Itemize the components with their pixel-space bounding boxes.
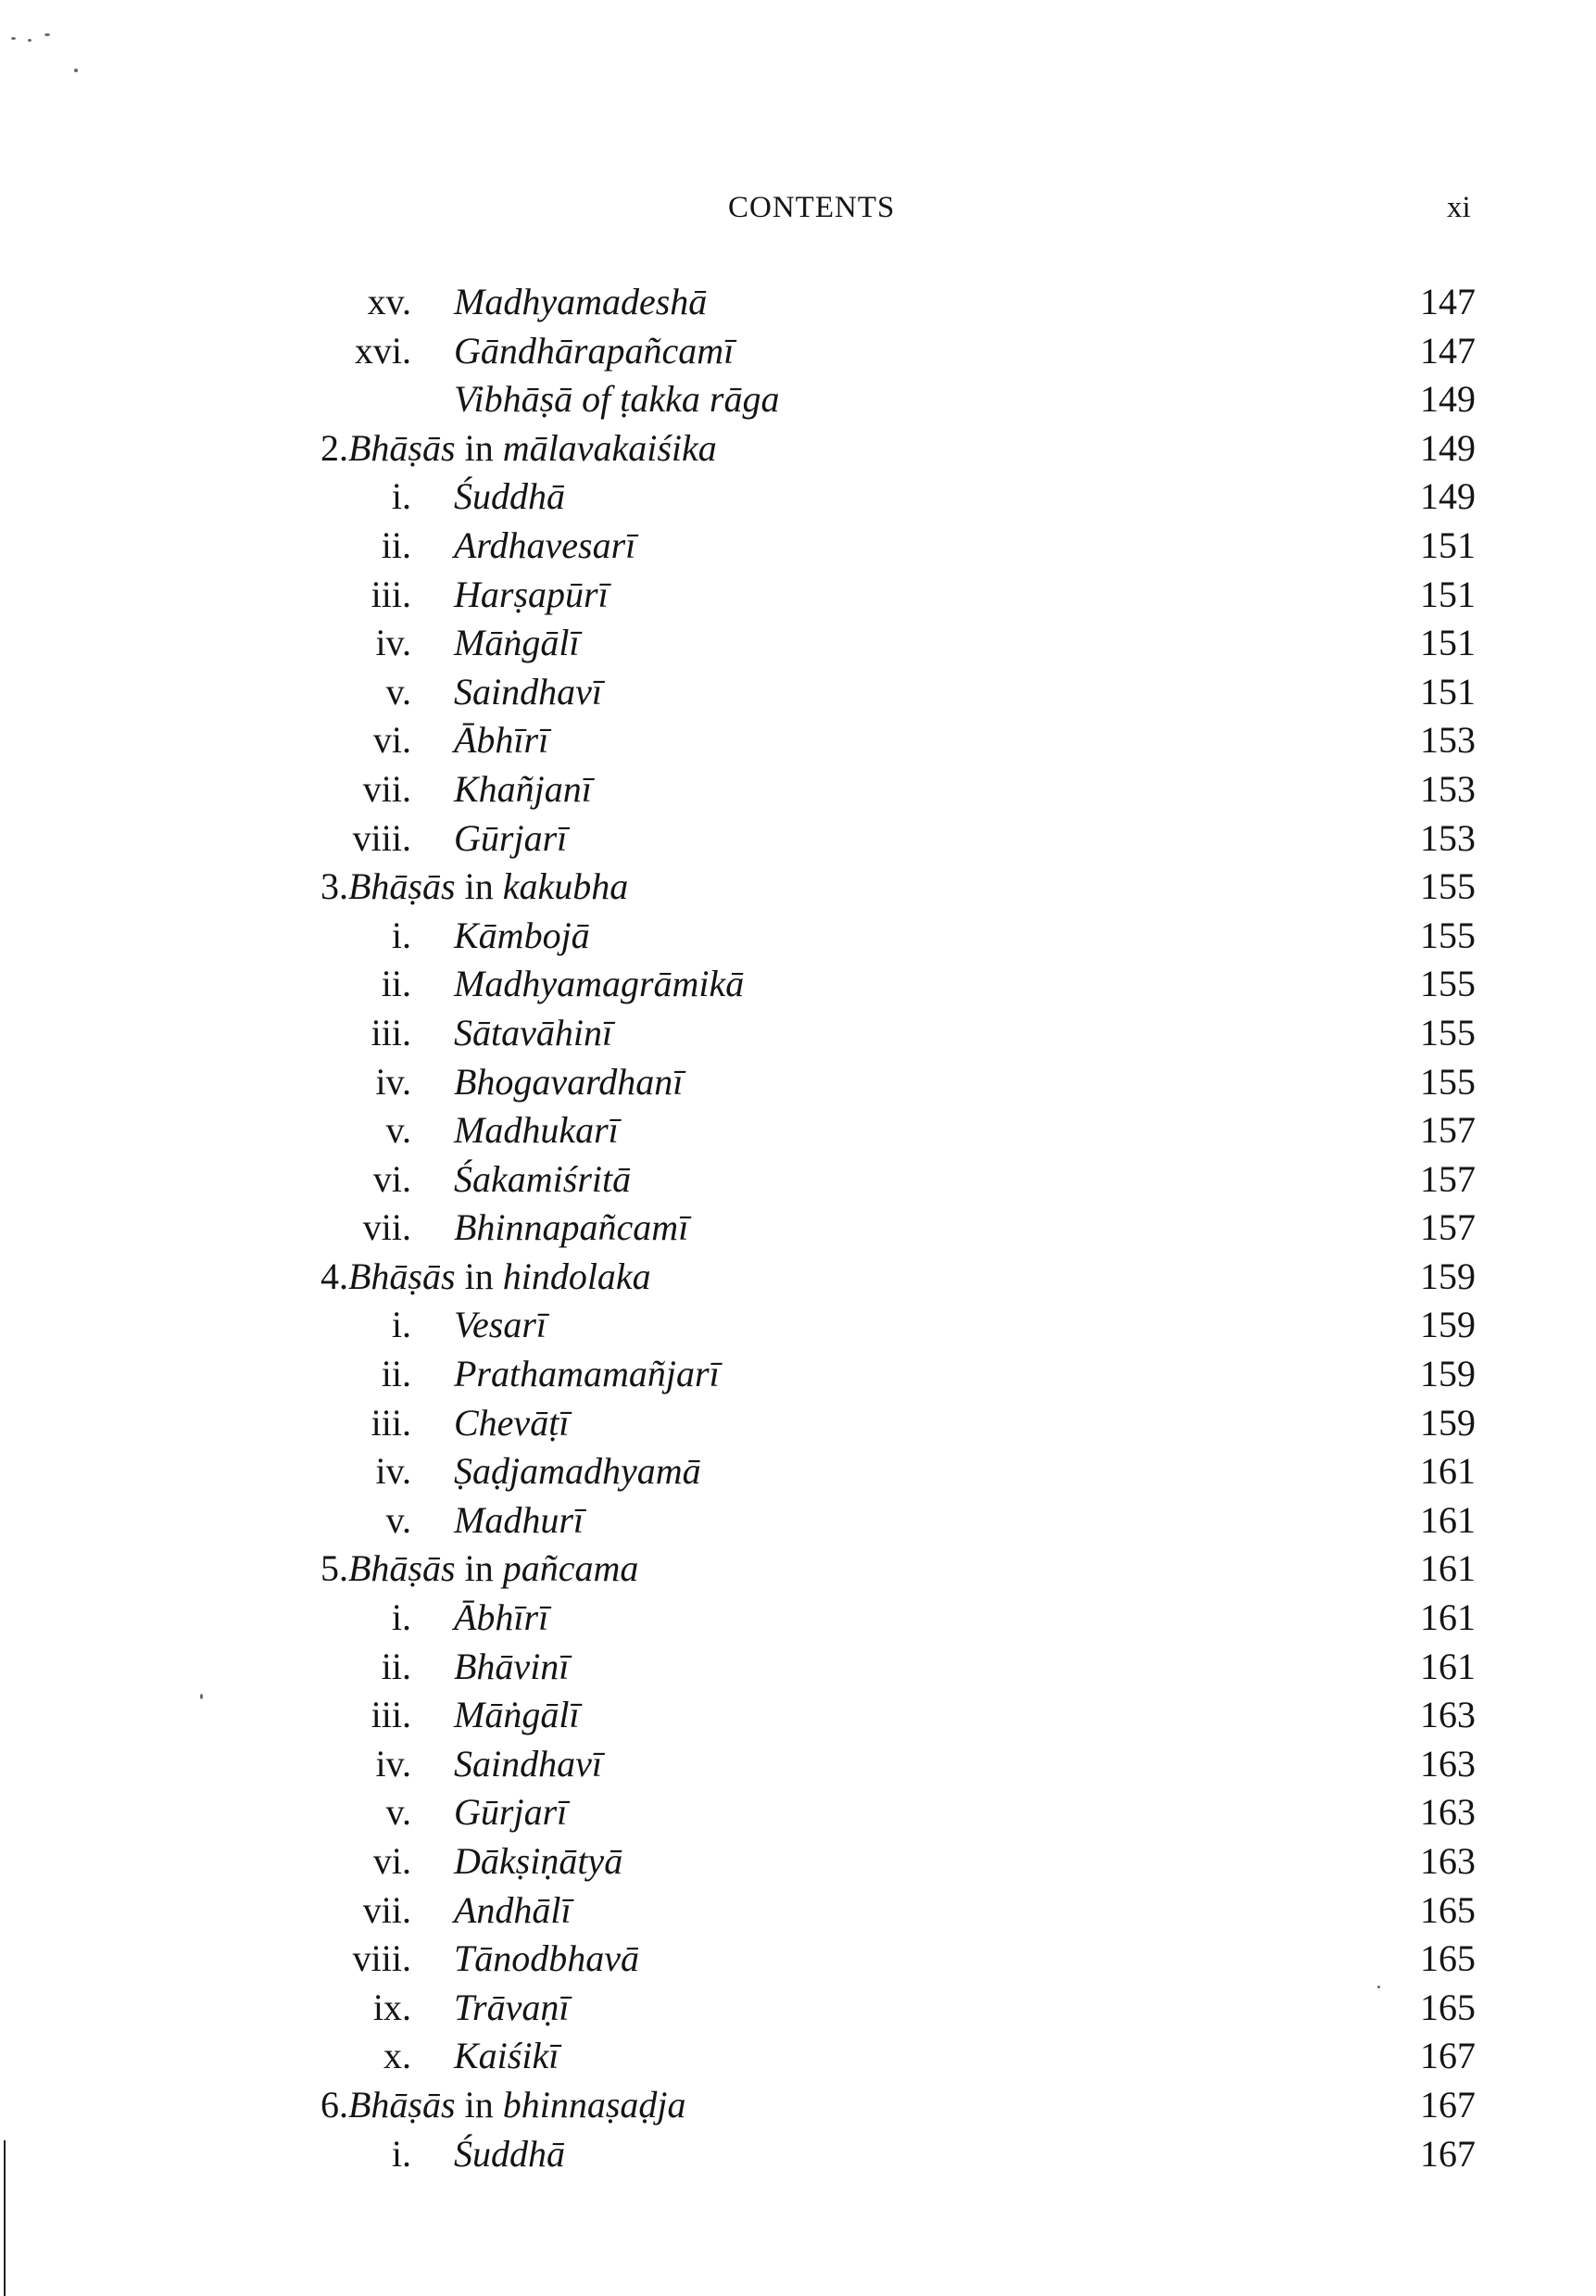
toc-entry-row[interactable] bbox=[0, 668, 1596, 717]
section-joiner: in bbox=[455, 2083, 503, 2126]
section-lead: Bhāṣās bbox=[348, 1547, 456, 1590]
toc-entry-row[interactable] bbox=[0, 1447, 1596, 1496]
scan-edge-line bbox=[4, 2140, 6, 2296]
toc-entry-numeral: xvi. bbox=[354, 329, 411, 372]
toc-entry-numeral: vi. bbox=[372, 719, 411, 762]
toc-entry-title: Ardhavesarī bbox=[454, 524, 636, 566]
toc-entry-title: Śuddhā bbox=[454, 475, 565, 518]
toc-entry-numeral: iv. bbox=[375, 622, 411, 664]
toc-entry-title: Ābhīrī bbox=[454, 719, 549, 762]
section-lead: Bhāṣās bbox=[348, 1255, 456, 1297]
toc-entry-title: Bhinnapañcamī bbox=[454, 1206, 689, 1249]
toc-page-number: 151 bbox=[1420, 573, 1476, 615]
toc-entry-title: Sātavāhinī bbox=[454, 1011, 613, 1053]
toc-entry-title: Śakamiśritā bbox=[454, 1157, 632, 1200]
toc-entry-title: Harṣapūrī bbox=[454, 573, 609, 615]
toc-entry-title: Gūrjarī bbox=[454, 816, 568, 859]
toc-entry-row[interactable] bbox=[0, 1155, 1596, 1205]
toc-entry-numeral: iv. bbox=[375, 1060, 411, 1103]
toc-entry-numeral: i. bbox=[391, 1596, 411, 1639]
toc-entry-numeral: ii. bbox=[381, 1353, 411, 1395]
toc-page-number: 159 bbox=[1420, 1255, 1476, 1297]
section-name: hindolaka bbox=[502, 1255, 651, 1297]
toc-section-row[interactable] bbox=[0, 424, 1596, 473]
toc-entry-row[interactable] bbox=[0, 1740, 1596, 1789]
toc-entry-row[interactable] bbox=[0, 765, 1596, 814]
toc-entry-numeral: v. bbox=[385, 1109, 411, 1152]
toc-entry-numeral: ii. bbox=[381, 1645, 411, 1687]
toc-entry-numeral: iv. bbox=[375, 1450, 411, 1493]
toc-page-number: 151 bbox=[1420, 524, 1476, 566]
toc-page-number: 147 bbox=[1420, 281, 1476, 322]
toc-section-row[interactable] bbox=[0, 2081, 1596, 2130]
scan-speck bbox=[11, 37, 16, 40]
toc-page-number: 155 bbox=[1420, 963, 1476, 1005]
toc-entry-numeral: vii. bbox=[362, 767, 411, 810]
section-joiner: in bbox=[455, 1255, 503, 1297]
toc-entry-title: Śuddhā bbox=[454, 2132, 565, 2175]
toc-page-number: 149 bbox=[1420, 426, 1476, 469]
toc-entry-numeral: iii. bbox=[371, 1011, 411, 1053]
toc-page-number: 159 bbox=[1420, 1304, 1476, 1346]
toc-entry-row[interactable] bbox=[0, 375, 1596, 424]
toc-entry-row[interactable] bbox=[0, 960, 1596, 1009]
toc-entry-numeral: iii. bbox=[371, 573, 411, 615]
toc-entry-title: Māṅgālī bbox=[454, 1694, 580, 1736]
toc-entry-title: Gūrjarī bbox=[454, 1791, 568, 1834]
toc-entry-row[interactable] bbox=[0, 1788, 1596, 1837]
toc-entry-row[interactable] bbox=[0, 522, 1596, 571]
toc-page-number: 153 bbox=[1420, 767, 1476, 810]
toc-entry-title: Māṅgālī bbox=[454, 622, 580, 664]
section-joiner: in bbox=[455, 1547, 503, 1590]
toc-entry-numeral: vii. bbox=[362, 1206, 411, 1249]
toc-page-number: 163 bbox=[1420, 1694, 1476, 1736]
toc-entry-title: Kāmbojā bbox=[454, 914, 590, 956]
toc-entry-numeral: iii. bbox=[371, 1401, 411, 1444]
toc-entry-row[interactable] bbox=[0, 1691, 1596, 1740]
toc-entry-row[interactable] bbox=[0, 1399, 1596, 1448]
toc-page-number: 155 bbox=[1420, 914, 1476, 956]
toc-section-heading bbox=[320, 863, 628, 912]
toc-entry-row[interactable] bbox=[0, 473, 1596, 522]
section-joiner: in bbox=[455, 426, 503, 469]
toc-page-number: 157 bbox=[1420, 1109, 1476, 1152]
toc-entry-title: Bhogavardhanī bbox=[454, 1060, 684, 1103]
scan-speck bbox=[28, 39, 31, 42]
toc-entry-row[interactable] bbox=[0, 2032, 1596, 2081]
toc-section-heading bbox=[320, 1545, 638, 1594]
toc-page-number: 161 bbox=[1420, 1547, 1476, 1590]
running-header-title: CONTENTS bbox=[728, 191, 896, 224]
toc-entry-row[interactable] bbox=[0, 1058, 1596, 1107]
toc-page-number: 147 bbox=[1420, 329, 1476, 372]
toc-entry-title: Vesarī bbox=[454, 1304, 547, 1346]
toc-entry-title: Prathamamañjarī bbox=[454, 1353, 720, 1395]
toc-page-number: 149 bbox=[1420, 475, 1476, 518]
toc-entry-row[interactable] bbox=[0, 1935, 1596, 1984]
toc-entry-numeral: iv. bbox=[375, 1742, 411, 1785]
toc-section-heading bbox=[320, 2081, 686, 2130]
toc-entry-numeral: vii. bbox=[362, 1888, 411, 1931]
toc-section-row[interactable] bbox=[0, 1253, 1596, 1302]
toc-entry-numeral: v. bbox=[385, 1498, 411, 1541]
toc-entry-row[interactable] bbox=[0, 1496, 1596, 1545]
toc-page-number: 149 bbox=[1420, 378, 1476, 421]
toc-entry-numeral: viii. bbox=[352, 816, 411, 859]
section-number: 5. bbox=[320, 1547, 348, 1590]
toc-entry-title: Gāndhārapañcamī bbox=[454, 329, 735, 372]
toc-entry-title: Dākṣiṇātyā bbox=[454, 1840, 623, 1882]
section-name: mālavakaiśika bbox=[502, 426, 717, 469]
toc-entry-title: Madhyamadeshā bbox=[454, 281, 708, 322]
scan-speck bbox=[44, 33, 50, 36]
toc-entry-numeral: v. bbox=[385, 670, 411, 713]
toc-entry-numeral: i. bbox=[391, 2132, 411, 2175]
toc-section-heading bbox=[320, 1253, 651, 1302]
toc-page-number: 163 bbox=[1420, 1791, 1476, 1834]
toc-page-number: 159 bbox=[1420, 1353, 1476, 1395]
toc-entry-numeral: ii. bbox=[381, 524, 411, 566]
toc-entry-title: Madhukarī bbox=[454, 1109, 619, 1152]
toc-section-row[interactable] bbox=[0, 1545, 1596, 1594]
toc-page-number: 151 bbox=[1420, 622, 1476, 664]
toc-page-number: 167 bbox=[1420, 2035, 1476, 2077]
section-name: bhinnaṣaḍja bbox=[502, 2083, 686, 2126]
toc-entry-title: Saindhavī bbox=[454, 670, 602, 713]
toc-page-number: 161 bbox=[1420, 1645, 1476, 1687]
toc-entry-row[interactable] bbox=[0, 814, 1596, 864]
section-name: kakubha bbox=[502, 865, 629, 908]
toc-entry-row[interactable] bbox=[0, 571, 1596, 620]
toc-entry-title: Kaiśikī bbox=[454, 2035, 559, 2077]
toc-entry-numeral: x. bbox=[383, 2035, 411, 2077]
section-lead: Bhāṣās bbox=[348, 865, 456, 908]
toc-entry-row[interactable] bbox=[0, 1643, 1596, 1692]
toc-section-heading bbox=[320, 424, 717, 473]
toc-page-number: 165 bbox=[1420, 1888, 1476, 1931]
toc-entry-row[interactable] bbox=[0, 716, 1596, 765]
toc-entry-title: Ṣaḍjamadhyamā bbox=[454, 1450, 701, 1493]
toc-page-number: 157 bbox=[1420, 1157, 1476, 1200]
toc-page-number: 153 bbox=[1420, 719, 1476, 762]
toc-entry-numeral: ix. bbox=[372, 1986, 411, 2028]
toc-entry-numeral: vi. bbox=[372, 1157, 411, 1200]
toc-entry-row[interactable] bbox=[0, 278, 1596, 327]
toc-entry-title: Khañjanī bbox=[454, 767, 592, 810]
toc-entry-row[interactable] bbox=[0, 1204, 1596, 1253]
section-joiner: in bbox=[455, 865, 503, 908]
scan-speck bbox=[74, 69, 78, 72]
toc-page-number: 165 bbox=[1420, 1986, 1476, 2028]
section-number: 3. bbox=[320, 865, 348, 908]
toc-entry-row[interactable] bbox=[0, 1301, 1596, 1350]
table-of-contents bbox=[0, 278, 1596, 2178]
section-lead: Bhāṣās bbox=[348, 426, 456, 469]
toc-page-number: 151 bbox=[1420, 670, 1476, 713]
toc-page-number: 161 bbox=[1420, 1498, 1476, 1541]
toc-entry-row[interactable] bbox=[0, 327, 1596, 376]
toc-entry-title: Madhurī bbox=[454, 1498, 584, 1541]
toc-page-number: 167 bbox=[1420, 2083, 1476, 2126]
toc-entry-numeral: viii. bbox=[352, 1937, 411, 1980]
toc-page-number: 153 bbox=[1420, 816, 1476, 859]
section-number: 2. bbox=[320, 426, 348, 469]
toc-entry-numeral: vi. bbox=[372, 1840, 411, 1882]
toc-entry-row[interactable] bbox=[0, 1594, 1596, 1643]
section-number: 6. bbox=[320, 2083, 348, 2126]
toc-entry-title: Chevāṭī bbox=[454, 1401, 570, 1444]
toc-entry-title: Andhālī bbox=[454, 1888, 572, 1931]
toc-entry-numeral: xv. bbox=[367, 281, 411, 322]
toc-entry-row[interactable] bbox=[0, 1837, 1596, 1886]
toc-entry-numeral: i. bbox=[391, 475, 411, 518]
toc-page-number: 157 bbox=[1420, 1206, 1476, 1249]
toc-entry-title: Saindhavī bbox=[454, 1742, 602, 1785]
toc-entry-row[interactable] bbox=[0, 1009, 1596, 1058]
toc-entry-numeral: v. bbox=[385, 1791, 411, 1834]
toc-entry-title: Ābhīrī bbox=[454, 1596, 549, 1639]
toc-entry-row[interactable] bbox=[0, 619, 1596, 668]
toc-page-number: 163 bbox=[1420, 1742, 1476, 1785]
toc-entry-row[interactable] bbox=[0, 1984, 1596, 2033]
toc-entry-title: Vibhāṣā of ṭakka rāga bbox=[454, 378, 780, 421]
toc-entry-title: Tānodbhavā bbox=[454, 1937, 639, 1980]
toc-entry-row[interactable] bbox=[0, 912, 1596, 961]
section-name: pañcama bbox=[502, 1547, 639, 1590]
toc-entry-title: Bhāvinī bbox=[454, 1645, 570, 1687]
toc-entry-title: Trāvaṇī bbox=[454, 1986, 570, 2028]
toc-page-number: 161 bbox=[1420, 1450, 1476, 1493]
running-header bbox=[0, 191, 1596, 235]
section-number: 4. bbox=[320, 1255, 348, 1297]
toc-entry-row[interactable] bbox=[0, 1106, 1596, 1155]
toc-page-number: 155 bbox=[1420, 1011, 1476, 1053]
toc-entry-row[interactable] bbox=[0, 2130, 1596, 2179]
toc-page-number: 155 bbox=[1420, 865, 1476, 908]
toc-entry-row[interactable] bbox=[0, 1350, 1596, 1399]
toc-entry-numeral: i. bbox=[391, 914, 411, 956]
toc-entry-numeral: i. bbox=[391, 1304, 411, 1346]
toc-page-number: 163 bbox=[1420, 1840, 1476, 1882]
toc-section-row[interactable] bbox=[0, 863, 1596, 912]
toc-page-number: 167 bbox=[1420, 2132, 1476, 2175]
toc-page-number: 155 bbox=[1420, 1060, 1476, 1103]
toc-page-number: 159 bbox=[1420, 1401, 1476, 1444]
toc-entry-numeral: ii. bbox=[381, 963, 411, 1005]
toc-entry-numeral: iii. bbox=[371, 1694, 411, 1736]
toc-page-number: 161 bbox=[1420, 1596, 1476, 1639]
toc-entry-title: Madhyamagrāmikā bbox=[454, 963, 745, 1005]
toc-entry-row[interactable] bbox=[0, 1886, 1596, 1936]
section-lead: Bhāṣās bbox=[348, 2083, 456, 2126]
running-header-page-number: xi bbox=[1447, 191, 1471, 224]
toc-page-number: 165 bbox=[1420, 1937, 1476, 1980]
